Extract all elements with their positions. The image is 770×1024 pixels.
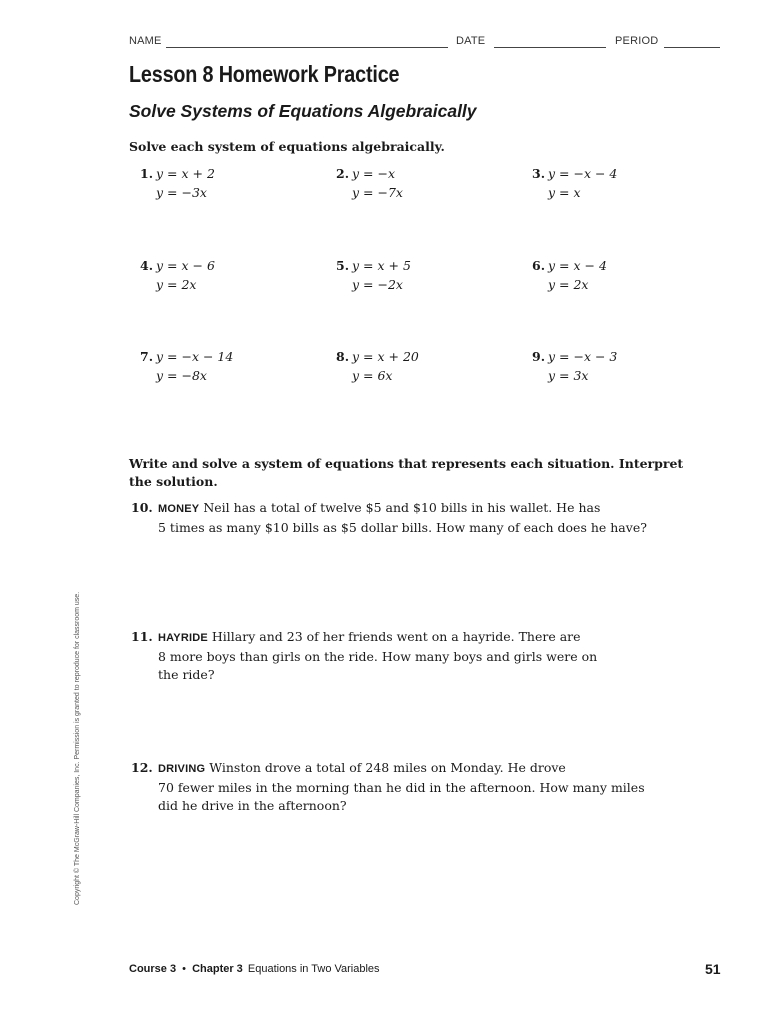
- page-title: Lesson 8 Homework Practice: [129, 61, 400, 87]
- problem-4: 4. y = x − 6 y = 2x: [140, 258, 215, 292]
- section2-instructions: Write and solve a system of equations that represents each situation. Interpret the solution.: [129, 456, 684, 489]
- period-label: PERIOD: [615, 35, 659, 47]
- page-number: 51: [705, 961, 721, 977]
- problem-9: 9. y = −x − 3 y = 3x: [532, 349, 618, 383]
- topic-tag: HAYRIDE: [158, 632, 208, 644]
- name-field[interactable]: [166, 47, 448, 48]
- word-problem-12: 12. DRIVING Winston drove a total of 248 miles on Monday. He drove 70 fewer miles in the morning than he did in the afternoon. How many miles did he drive in the afternoon?: [131, 760, 645, 813]
- topic-tag: MONEY: [158, 503, 200, 515]
- footer-course: Course 3 • Chapter 3 Equations in Two Variables: [129, 963, 380, 975]
- copyright-notice: Copyright © The McGraw-Hill Companies, Inc. Permission is granted to reproduce for classroom use.: [74, 591, 81, 905]
- period-field[interactable]: [664, 47, 720, 48]
- word-problem-11: 11. HAYRIDE Hillary and 23 of her friends went on a hayride. There are 8 more boys than girls on the ride. How many boys and girls were on the ride?: [131, 629, 598, 682]
- problem-7: 7. y = −x − 14 y = −8x: [140, 349, 234, 383]
- problem-1: 1. y = x + 2 y = −3x: [140, 166, 215, 200]
- problem-6: 6. y = x − 4 y = 2x: [532, 258, 607, 292]
- section1-instructions: Solve each system of equations algebraically.: [129, 139, 445, 154]
- problem-2: 2. y = −x y = −7x: [336, 166, 403, 200]
- name-label: NAME: [129, 35, 162, 47]
- problem-3: 3. y = −x − 4 y = x: [532, 166, 618, 200]
- page-subtitle: Solve Systems of Equations Algebraically: [129, 101, 477, 121]
- word-problem-10: 10. MONEY Neil has a total of twelve $5 and $10 bills in his wallet. He has 5 times as many $10 bills as $5 dollar bills. How many of each does he have?: [131, 500, 647, 535]
- date-label: DATE: [456, 35, 486, 47]
- date-field[interactable]: [494, 47, 606, 48]
- topic-tag: DRIVING: [158, 763, 206, 775]
- problem-5: 5. y = x + 5 y = −2x: [336, 258, 411, 292]
- problem-8: 8. y = x + 20 y = 6x: [336, 349, 419, 383]
